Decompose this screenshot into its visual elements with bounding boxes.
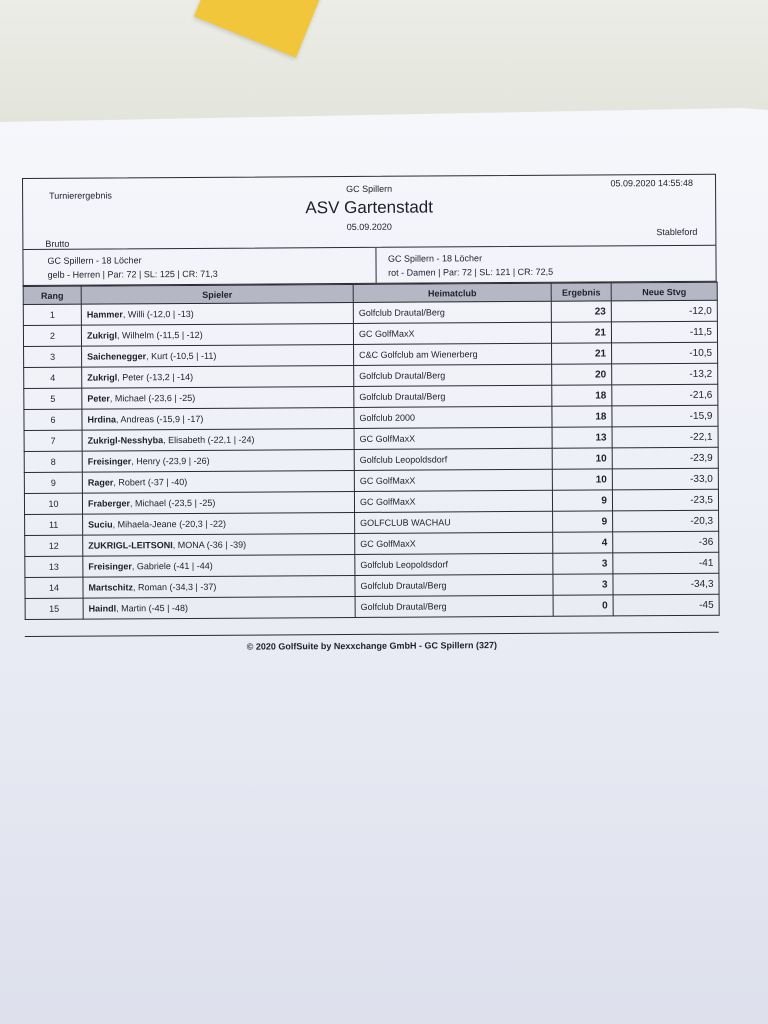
scoring-category: Brutto [45,238,70,249]
player-name-handicap: , Willi (-12,0 | -13) [122,308,194,320]
cell-result: 18 [552,385,612,406]
column-header-club: Heimatclub [353,283,551,302]
player-name-handicap: , Wilhelm (-11,5 | -12) [116,329,203,341]
cell-home-club: Golfclub Leopoldsdorf [355,553,553,575]
course-info-women [375,246,716,283]
player-surname: Haindl [88,603,117,614]
player-name-handicap: , Martin (-45 | -48) [116,602,189,614]
cell-player [82,344,354,367]
cell-rank: 14 [25,577,83,598]
cell-player [83,575,355,598]
cell-home-club: GC GolfMaxX [354,490,552,512]
player-name-handicap: , Andreas (-15,9 | -17) [115,413,204,425]
player-surname: Freisinger [88,561,132,572]
cell-home-club: C&C Golfclub am Wienerberg [354,343,552,365]
column-header-new-handicap: Neue Stvg [611,282,717,301]
cell-rank: 1 [23,304,81,325]
player-name-handicap: , Peter (-13,2 | -14) [117,371,194,383]
print-timestamp: 05.09.2020 14:55:48 [610,177,694,189]
player-surname: Zukrigl [86,330,118,341]
cell-result: 4 [553,532,613,553]
cell-result: 9 [553,511,613,532]
cell-result: 10 [552,469,612,490]
player-surname: Hammer [86,309,123,320]
results-table [23,282,720,620]
tournament-date: 05.09.2020 [346,221,392,233]
cell-player [83,512,355,535]
scoring-format: Stableford [656,226,698,238]
cell-result: 10 [552,448,612,469]
column-header-rank: Rang [23,286,81,304]
cell-new-handicap: -23,5 [612,489,718,511]
player-surname: Hrdina [87,414,117,425]
cell-player [81,323,353,346]
cell-player [82,491,354,514]
cell-rank: 11 [25,514,83,535]
player-name-handicap: , Elisabeth (-22,1 | -24) [163,434,255,446]
cell-rank: 12 [25,535,83,556]
cell-player [81,302,353,325]
player-surname: Saichenegger [87,351,147,362]
cell-home-club: GC GolfMaxX [354,469,552,491]
player-name-handicap: , Michael (-23,6 | -25) [109,392,196,404]
course-info-men [23,248,375,285]
cell-new-handicap: -15,9 [612,405,718,427]
cell-new-handicap: -22,1 [612,426,718,448]
cell-player [83,533,355,556]
cell-new-handicap: -10,5 [612,342,718,364]
footer-divider [25,632,719,637]
cell-player [83,596,355,619]
cell-new-handicap: -13,2 [612,363,718,385]
table-row [25,594,719,619]
cell-home-club: Golfclub Drautal/Berg [355,595,553,617]
cell-home-club: Golfclub Drautal/Berg [354,385,552,407]
cell-new-handicap: -34,3 [613,573,719,595]
player-name-handicap: , MONA (-36 | -39) [172,539,247,551]
cell-result: 9 [552,490,612,511]
cell-result: 0 [553,595,613,616]
cell-result: 21 [551,322,611,343]
cell-player [82,470,354,493]
cell-rank: 15 [25,598,83,619]
document-header [22,174,716,250]
cell-result: 21 [552,343,612,364]
course-name: GC Spillern - 18 Löcher [47,255,142,266]
cell-result: 3 [553,553,613,574]
player-name-handicap: , Roman (-34,3 | -37) [132,581,217,593]
cell-rank: 9 [24,472,82,493]
column-header-result: Ergebnis [551,283,611,301]
cell-home-club: Golfclub Drautal/Berg [354,364,552,386]
cell-player [82,386,354,409]
cell-home-club: Golfclub 2000 [354,406,552,428]
cell-result: 18 [552,406,612,427]
player-surname: Zukrigl-Nesshyba [87,435,164,446]
cell-player [82,449,354,472]
course-name: GC Spillern - 18 Löcher [387,253,483,264]
cell-rank: 8 [24,451,82,472]
cell-player [83,554,355,577]
cell-result: 13 [552,427,612,448]
player-name-handicap: , Henry (-23,9 | -26) [131,455,210,467]
player-surname: Suciu [88,519,113,530]
cell-new-handicap: -45 [613,594,719,616]
cell-home-club: Golfclub Leopoldsdorf [354,448,552,470]
cell-new-handicap: -36 [613,531,719,553]
cell-result: 23 [551,301,611,322]
cell-rank: 5 [24,388,82,409]
cell-new-handicap: -11,5 [611,321,717,343]
player-surname: Zukrigl [87,372,118,383]
table-body [23,300,719,619]
cell-new-handicap: -41 [613,552,719,574]
tournament-title: ASV Gartenstadt [305,197,434,218]
player-surname: ZUKRIGL-LEITSONI [88,540,173,551]
cell-home-club: Golfclub Drautal/Berg [355,574,553,596]
cell-rank: 6 [24,409,82,430]
cell-player [82,428,354,451]
cell-home-club: GC GolfMaxX [355,532,553,554]
cell-home-club: GC GolfMaxX [353,322,551,344]
player-surname: Peter [87,393,110,404]
club-name: GC Spillern [346,183,393,195]
course-details: rot - Damen | Par: 72 | SL: 121 | CR: 72,5 [388,266,554,278]
results-document [22,174,719,653]
cell-home-club: Golfclub Drautal/Berg [353,301,551,323]
cell-player [82,407,354,430]
cell-rank: 10 [24,493,82,514]
player-name-handicap: , Michael (-23,5 | -25) [129,497,216,509]
cell-home-club: GC GolfMaxX [354,427,552,449]
cell-rank: 13 [25,556,83,577]
player-surname: Freisinger [87,456,132,467]
cell-rank: 2 [23,325,81,346]
cell-rank: 7 [24,430,82,451]
footer-copyright: © 2020 GolfSuite by Nexxchange GmbH - GC Spillern (327) [246,640,497,652]
cell-result: 3 [553,574,613,595]
player-surname: Martschitz [88,582,134,593]
cell-new-handicap: -12,0 [611,300,717,322]
player-name-handicap: , Mihaela-Jeane (-20,3 | -22) [112,518,227,530]
cell-rank: 3 [24,346,82,367]
player-surname: Rager [87,477,114,488]
player-name-handicap: , Robert (-37 | -40) [113,476,188,488]
cell-new-handicap: -23,9 [612,447,718,469]
cell-new-handicap: -21,6 [612,384,718,406]
report-type: Turnierergebnis [49,190,112,201]
course-info [22,246,716,286]
cell-new-handicap: -20,3 [613,510,719,532]
column-header-player: Spieler [81,284,353,304]
cell-result: 20 [552,364,612,385]
cell-home-club: GOLFCLUB WACHAU [355,511,553,533]
course-details: gelb - Herren | Par: 72 | SL: 125 | CR: 71,3 [47,268,218,280]
cell-rank: 4 [24,367,82,388]
cell-new-handicap: -33,0 [612,468,718,490]
cell-player [82,365,354,388]
player-name-handicap: , Gabriele (-41 | -44) [131,560,213,572]
player-name-handicap: , Kurt (-10,5 | -11) [146,350,217,362]
player-surname: Fraberger [87,498,131,509]
